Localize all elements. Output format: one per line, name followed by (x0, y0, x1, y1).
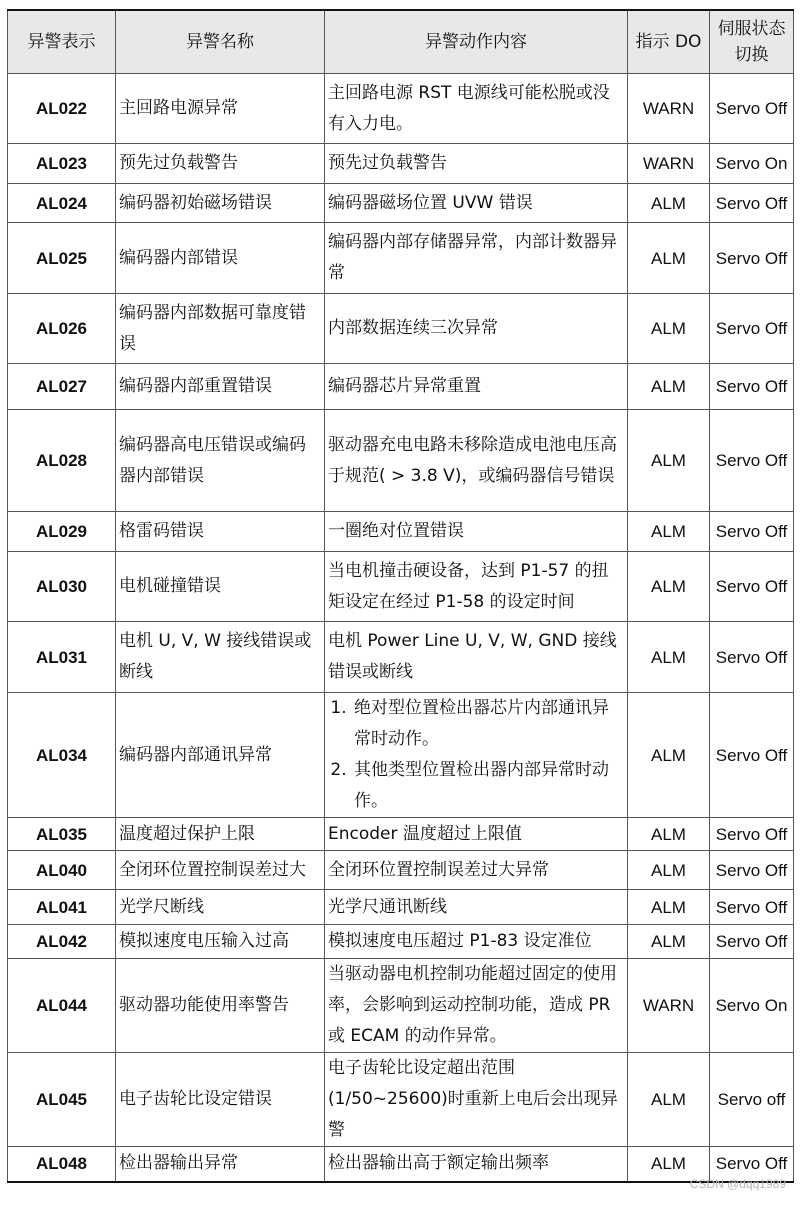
indicator-do: WARN (628, 144, 710, 184)
header-code: 异警表示 (8, 10, 116, 74)
servo-state: Servo Off (710, 223, 794, 294)
header-content: 异警动作内容 (325, 10, 628, 74)
indicator-do: ALM (628, 512, 710, 552)
servo-state: Servo Off (710, 622, 794, 693)
alarm-code: AL026 (8, 294, 116, 364)
servo-state: Servo Off (710, 410, 794, 512)
indicator-do: ALM (628, 851, 710, 890)
alarm-name: 预先过负载警告 (116, 144, 325, 184)
alarm-code: AL031 (8, 622, 116, 693)
table-header (8, 10, 794, 74)
indicator-do: ALM (628, 693, 710, 818)
alarm-name: 检出器输出异常 (116, 1147, 325, 1182)
servo-state: Servo Off (710, 890, 794, 925)
alarm-content: 预先过负载警告 (325, 144, 628, 184)
servo-state: Servo Off (710, 512, 794, 552)
alarm-code: AL035 (8, 818, 116, 851)
alarm-name: 温度超过保护上限 (116, 818, 325, 851)
alarm-name: 编码器初始磁场错误 (116, 184, 325, 223)
alarm-code: AL044 (8, 959, 116, 1053)
alarm-code: AL025 (8, 223, 116, 294)
alarm-code: AL045 (8, 1053, 116, 1147)
table-row (8, 693, 794, 818)
alarm-code: AL023 (8, 144, 116, 184)
indicator-do: ALM (628, 1147, 710, 1182)
alarm-content: 当电机撞击硬设备，达到 P1-57 的扭矩设定在经过 P1-58 的设定时间 (325, 552, 628, 622)
alarm-code: AL024 (8, 184, 116, 223)
alarm-content-item: 1. 绝对型位置检出器芯片内部通讯异常时动作。 (352, 693, 624, 755)
table-row (8, 851, 794, 890)
alarm-content: 检出器输出高于额定输出频率 (325, 1147, 628, 1182)
table-row (8, 512, 794, 552)
alarm-content: 当驱动器电机控制功能超过固定的使用率，会影响到运动控制功能，造成 PR 或 ECAM 的动作异常。 (325, 959, 628, 1053)
indicator-do: ALM (628, 925, 710, 959)
alarm-code: AL034 (8, 693, 116, 818)
alarm-content: 主回路电源 RST 电源线可能松脱或没有入力电。 (325, 74, 628, 144)
alarm-name: 编码器高电压错误或编码器内部错误 (116, 410, 325, 512)
alarm-table (7, 9, 794, 1183)
alarm-content: 光学尺通讯断线 (325, 890, 628, 925)
alarm-code: AL048 (8, 1147, 116, 1182)
servo-state: Servo off (710, 1053, 794, 1147)
alarm-content: 全闭环位置控制误差过大异常 (325, 851, 628, 890)
table-row (8, 890, 794, 925)
header-servo-line1: 伺服状态 (717, 19, 786, 39)
servo-state: Servo Off (710, 364, 794, 410)
table-row (8, 925, 794, 959)
table-row (8, 818, 794, 851)
alarm-name: 电机碰撞错误 (116, 552, 325, 622)
table-row (8, 622, 794, 693)
alarm-name: 编码器内部错误 (116, 223, 325, 294)
alarm-content: 编码器芯片异常重置 (325, 364, 628, 410)
table-row (8, 184, 794, 223)
table-body (8, 74, 794, 1182)
servo-state: Servo On (710, 144, 794, 184)
alarm-code: AL028 (8, 410, 116, 512)
alarm-name: 模拟速度电压输入过高 (116, 925, 325, 959)
servo-state: Servo Off (710, 294, 794, 364)
alarm-name: 主回路电源异常 (116, 74, 325, 144)
alarm-content: 电机 Power Line U, V, W, GND 接线错误或断线 (325, 622, 628, 693)
indicator-do: ALM (628, 184, 710, 223)
alarm-content: 模拟速度电压超过 P1-83 设定准位 (325, 925, 628, 959)
table-row (8, 223, 794, 294)
servo-state: Servo Off (710, 851, 794, 890)
indicator-do: ALM (628, 622, 710, 693)
alarm-name: 编码器内部重置错误 (116, 364, 325, 410)
table-row (8, 74, 794, 144)
alarm-content-list (328, 693, 624, 817)
indicator-do: WARN (628, 74, 710, 144)
alarm-content-item: 2. 其他类型位置检出器内部异常时动作。 (352, 755, 624, 817)
alarm-content: 内部数据连续三次异常 (325, 294, 628, 364)
alarm-content: 电子齿轮比设定超出范围 (1/50~25600)时重新上电后会出现异警 (325, 1053, 628, 1147)
alarm-content: 一圈绝对位置错误 (325, 512, 628, 552)
table-row (8, 410, 794, 512)
alarm-content (325, 693, 628, 818)
alarm-code: AL040 (8, 851, 116, 890)
table-row (8, 959, 794, 1053)
alarm-name: 格雷码错误 (116, 512, 325, 552)
alarm-content: 驱动器充电电路未移除造成电池电压高于规范( > 3.8 V)，或编码器信号错误 (325, 410, 628, 512)
table-row (8, 1053, 794, 1147)
indicator-do: ALM (628, 1053, 710, 1147)
indicator-do: ALM (628, 223, 710, 294)
indicator-do: ALM (628, 410, 710, 512)
servo-state: Servo Off (710, 925, 794, 959)
indicator-do: ALM (628, 890, 710, 925)
indicator-do: ALM (628, 818, 710, 851)
servo-state: Servo Off (710, 1147, 794, 1182)
alarm-content: 编码器内部存储器异常，内部计数器异常 (325, 223, 628, 294)
indicator-do: WARN (628, 959, 710, 1053)
servo-state: Servo Off (710, 184, 794, 223)
table-row (8, 364, 794, 410)
header-name: 异警名称 (116, 10, 325, 74)
alarm-code: AL029 (8, 512, 116, 552)
indicator-do: ALM (628, 294, 710, 364)
alarm-code: AL030 (8, 552, 116, 622)
alarm-name: 编码器内部数据可靠度错误 (116, 294, 325, 364)
watermark: CSDN @dqq1989 (689, 1177, 786, 1191)
alarm-code: AL022 (8, 74, 116, 144)
alarm-name: 电机 U, V, W 接线错误或断线 (116, 622, 325, 693)
alarm-content: Encoder 温度超过上限值 (325, 818, 628, 851)
servo-state: Servo Off (710, 74, 794, 144)
table-row (8, 144, 794, 184)
indicator-do: ALM (628, 552, 710, 622)
table-row (8, 1147, 794, 1182)
header-servo-line2: 切换 (734, 45, 769, 65)
table-row (8, 294, 794, 364)
alarm-name: 驱动器功能使用率警告 (116, 959, 325, 1053)
alarm-name: 编码器内部通讯异常 (116, 693, 325, 818)
alarm-name: 光学尺断线 (116, 890, 325, 925)
table-row (8, 552, 794, 622)
servo-state: Servo Off (710, 693, 794, 818)
alarm-code: AL027 (8, 364, 116, 410)
alarm-code: AL042 (8, 925, 116, 959)
alarm-code: AL041 (8, 890, 116, 925)
servo-state: Servo Off (710, 818, 794, 851)
header-do: 指示 DO (628, 10, 710, 74)
servo-state: Servo On (710, 959, 794, 1053)
alarm-content: 编码器磁场位置 UVW 错误 (325, 184, 628, 223)
alarm-name: 电子齿轮比设定错误 (116, 1053, 325, 1147)
header-servo (710, 10, 794, 74)
alarm-name: 全闭环位置控制误差过大 (116, 851, 325, 890)
indicator-do: ALM (628, 364, 710, 410)
servo-state: Servo Off (710, 552, 794, 622)
